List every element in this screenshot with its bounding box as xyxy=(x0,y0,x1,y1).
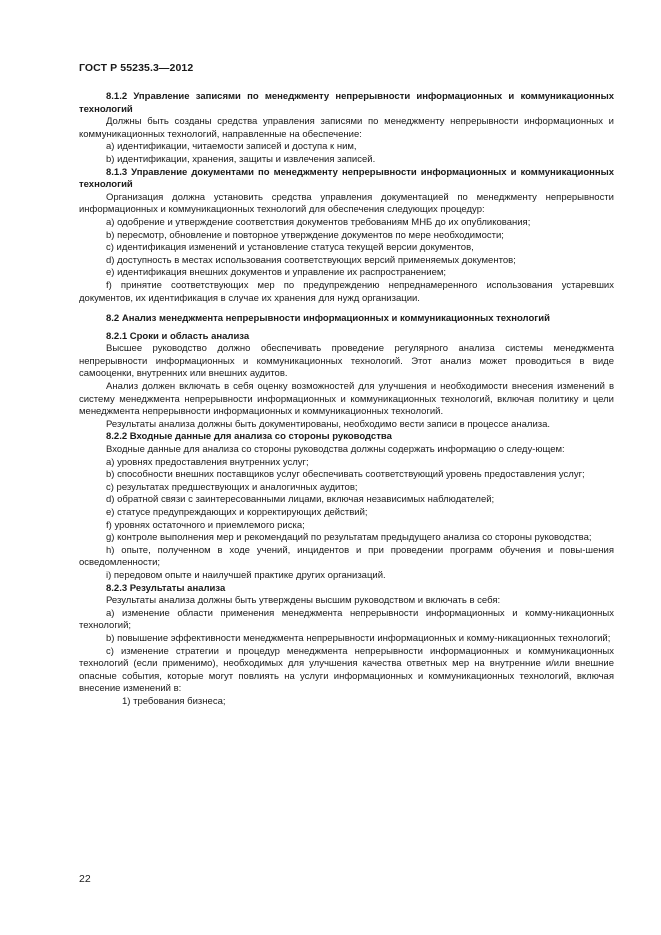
list-item: b) повышение эффективности менеджмента непрерывности информационных и комму-никационных технологий; xyxy=(106,632,611,644)
list-item: i) передовом опыте и наилучшей практике других организаций. xyxy=(106,569,386,581)
section-heading: 8.2 Анализ менеджмента непрерывности информационных и коммуникационных технологий xyxy=(106,313,550,325)
list-item: h) опыте, полученном в ходе учений, инцидентов и при проведении программ обучения и повы-шения осведомленности; xyxy=(79,544,614,569)
section-heading: 8.2.1 Сроки и область анализа xyxy=(106,330,250,342)
list-item: c) результатах предшествующих и аналогичных аудитов; xyxy=(106,481,358,493)
sub-list-item: 1) требования бизнеса; xyxy=(122,695,226,707)
section-heading: 8.1.3 Управление документами по менеджменту непрерывности информационных и коммуникационных технологий xyxy=(79,166,614,191)
list-item: c) идентификация изменений и установление статуса текущей версии документов, xyxy=(106,242,474,254)
document-body xyxy=(79,91,614,709)
paragraph: Результаты анализа должны быть документированы, необходимо вести записи в процессе анализа. xyxy=(106,418,551,430)
list-item: a) идентификации, читаемости записей и доступа к ним, xyxy=(106,141,357,153)
list-item: b) идентификации, хранения, защиты и извлечения записей. xyxy=(106,153,376,165)
list-item: a) изменение области применения менеджмента непрерывности информационных и комму-никационных технологий; xyxy=(79,607,614,632)
section-heading: 8.2.3 Результаты анализа xyxy=(106,582,226,594)
list-item: f) уровнях остаточного и приемлемого риска; xyxy=(106,519,305,531)
paragraph: Должны быть созданы средства управления записями по менеджменту непрерывности информационных и коммуникационных технологий, направленные на обеспечение: xyxy=(79,116,614,140)
section-heading: 8.1.2 Управление записями по менеджменту непрерывности информационных и коммуникационных технологий xyxy=(79,91,614,115)
list-item: e) идентификация внешних документов и управление их распространением; xyxy=(106,267,447,279)
paragraph: Результаты анализа должны быть утверждены высшим руководством и включать в себя: xyxy=(106,595,501,607)
section-heading: 8.2.2 Входные данные для анализа со стороны руководства xyxy=(106,431,392,443)
page-number: 22 xyxy=(79,873,91,885)
paragraph: Входные данные для анализа со стороны руководства должны содержать информацию о следу-ющем: xyxy=(106,444,565,456)
list-item: a) уровнях предоставления внутренних услуг; xyxy=(106,456,309,468)
list-item: a) одобрение и утверждение соответствия документов требованиям МНБ до их опубликования; xyxy=(106,216,531,228)
standard-code: ГОСТ Р 55235.3—2012 xyxy=(79,62,194,74)
list-item: f) принятие соответствующих мер по предупреждению непреднамеренного использования устаревших документов, их идентификация в случае их хранения для нужд организации. xyxy=(79,279,614,304)
list-item: b) пересмотр, обновление и повторное утверждение документов по мере необходимости; xyxy=(106,229,504,241)
paragraph: Высшее руководство должно обеспечивать проведение регулярного анализа системы менеджмента непрерывности информационных и коммуникационных технологий. Этот анализ может проводиться в виде самооценки, внутренних или внешних аудитов. xyxy=(79,343,614,380)
paragraph: Организация должна установить средства управления документацией по менеджменту непрерывности информационных и коммуникационных технологий для обеспечения следующих процедур: xyxy=(79,191,614,216)
list-item: d) доступность в местах использования соответствующих версий применяемых документов; xyxy=(106,254,516,266)
list-item: g) контроле выполнения мер и рекомендаций по результатам предыдущего анализа со стороны руководства; xyxy=(106,532,592,544)
list-item: e) статусе предупреждающих и корректирующих действий; xyxy=(106,507,368,518)
paragraph: Анализ должен включать в себя оценку возможностей для улучшения и необходимости внесения изменений в систему менеджмента непрерывности информационных и коммуникационных технологий, включая политику и цели менеджмента непрерывности информационных и коммуникационных технологий. xyxy=(79,381,614,418)
list-item: c) изменение стратегии и процедур менеджмента непрерывности информационных и коммуникационных технологий (если применимо), необходимых для улучшения качества ответных мер на внутренние и/или внешние опасные события, которые могут повлиять на услуги информационных и коммуникационных технологий, включая внесение изменений в: xyxy=(79,645,614,695)
list-item: b) способности внешних поставщиков услуг обеспечивать соответствующий уровень предоставления услуг; xyxy=(106,469,585,481)
list-item: d) обратной связи с заинтересованными лицами, включая независимых наблюдателей; xyxy=(106,494,495,506)
